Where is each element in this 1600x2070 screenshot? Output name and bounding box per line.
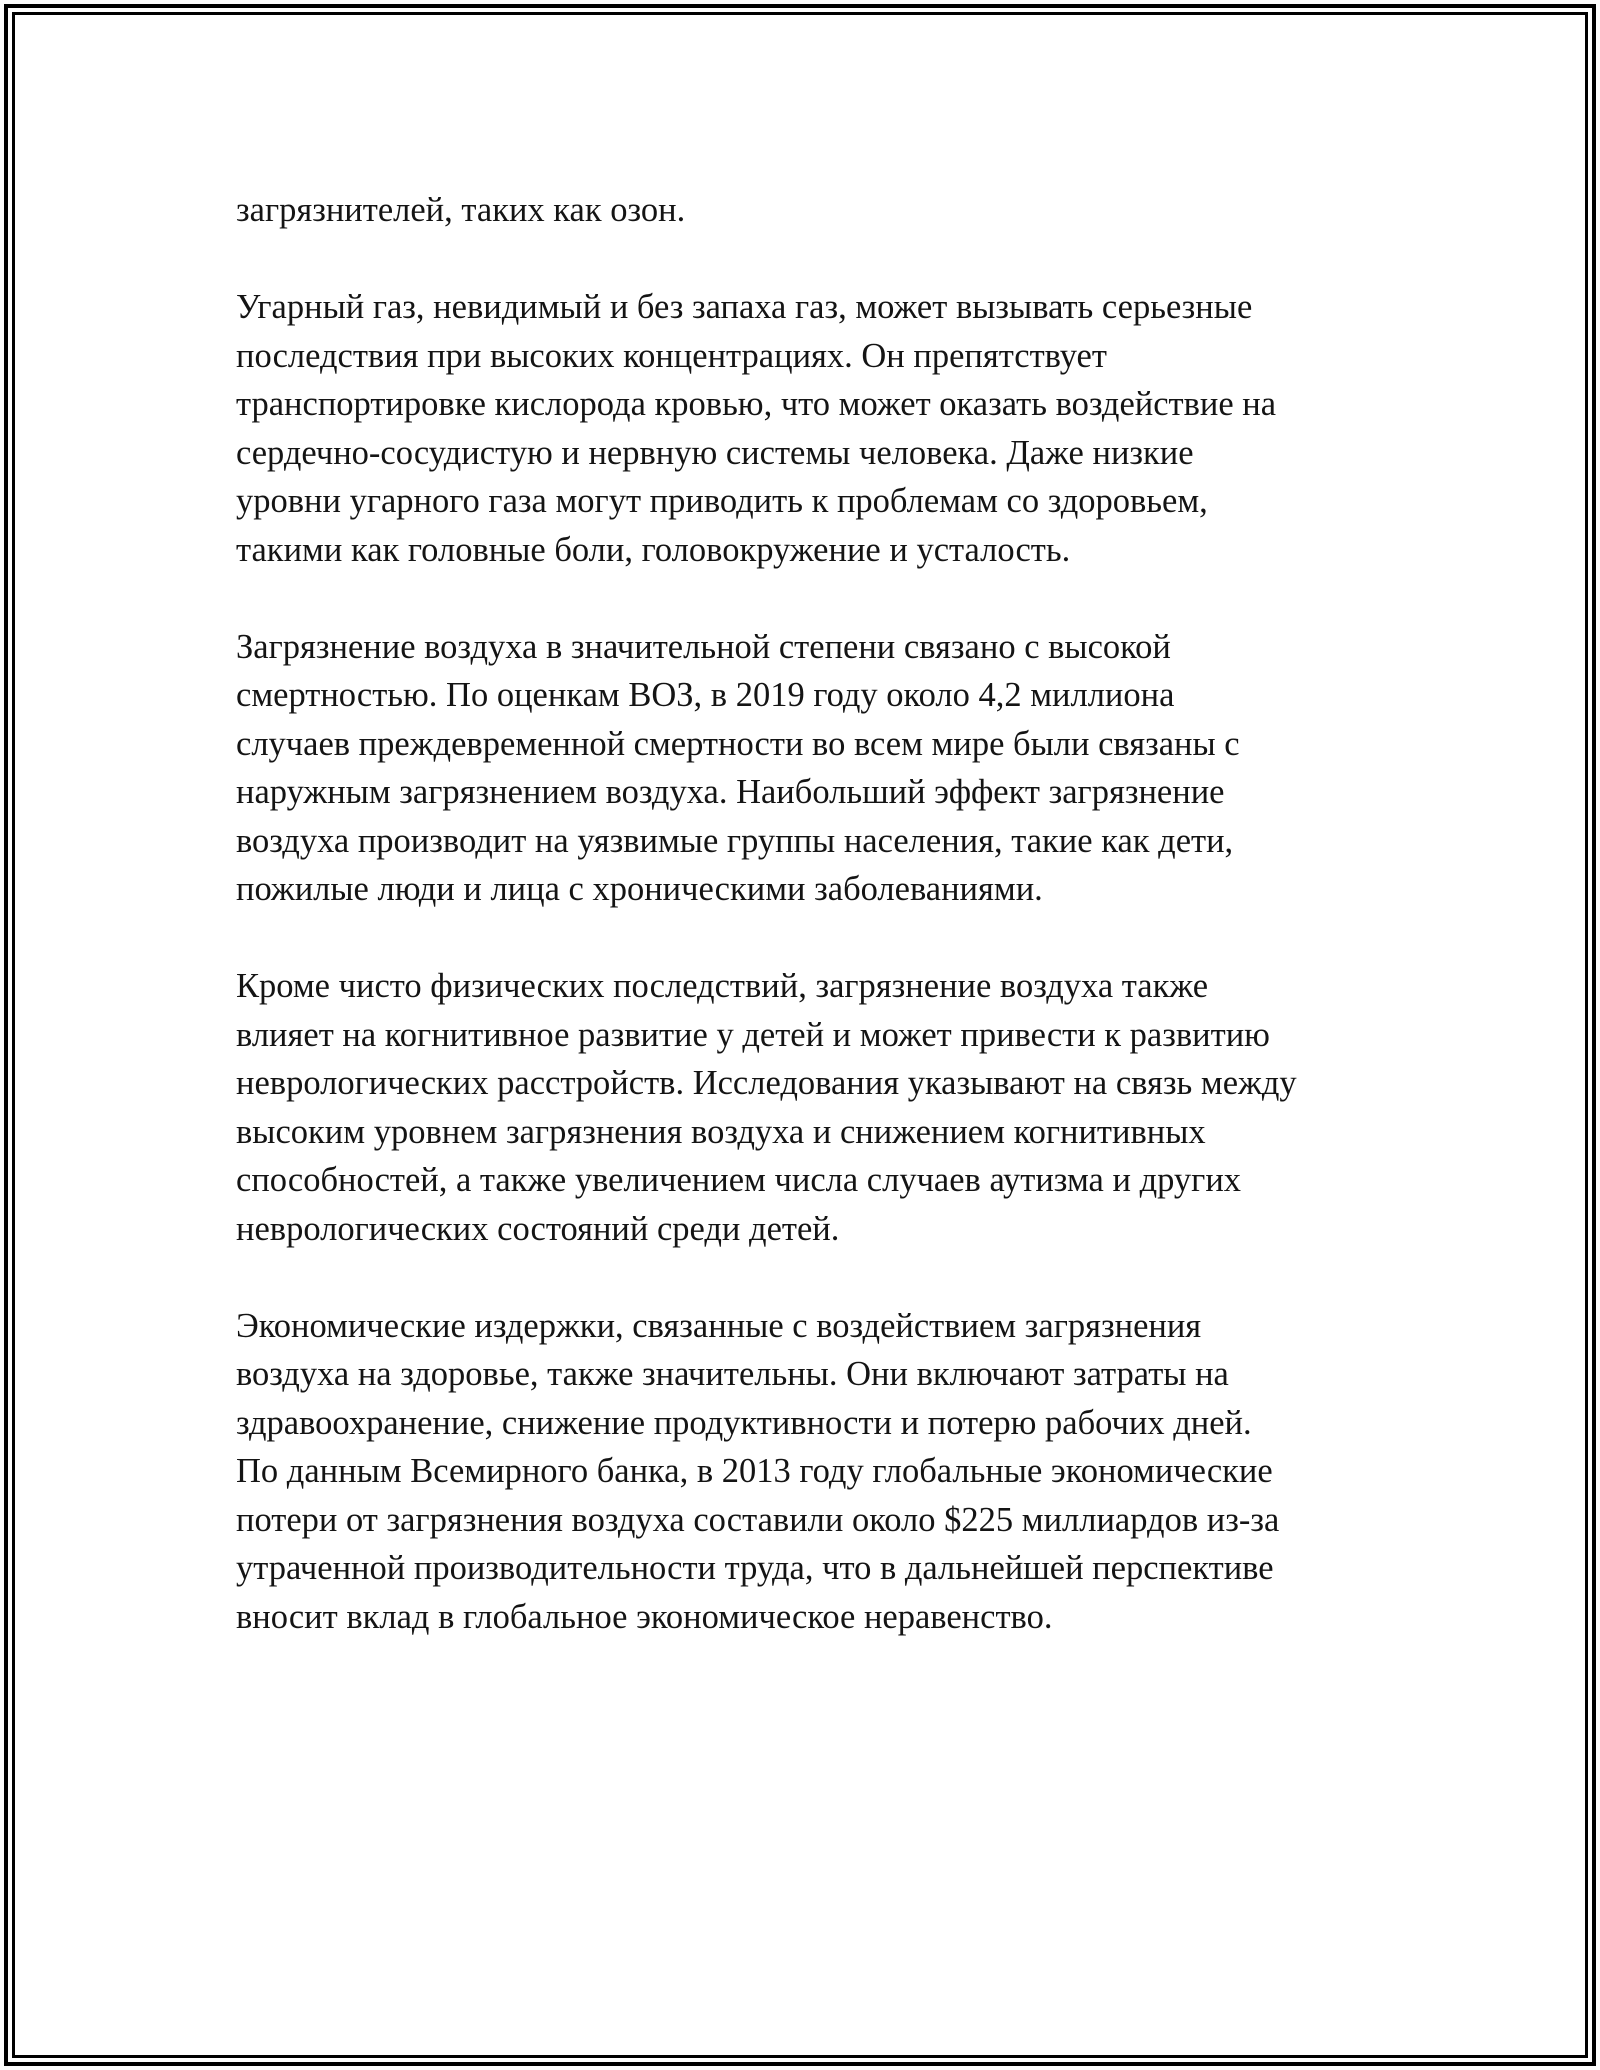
text-line: пожилые люди и лица с хроническими заболеваниями. bbox=[236, 870, 1043, 908]
text-line: последствия при высоких концентрациях. Он препятствует bbox=[236, 336, 1107, 375]
text-line: Экономические издержки, связанные с воздействием загрязнения bbox=[236, 1306, 1202, 1345]
text-line: загрязнителей, таких как озон. bbox=[236, 191, 686, 229]
text-line: высоким уровнем загрязнения воздуха и снижением когнитивных bbox=[236, 1112, 1206, 1151]
text-line: такими как головные боли, головокружение и усталость. bbox=[236, 530, 1071, 569]
text-line: По данным Всемирного банка, в 2013 году глобальные экономические bbox=[236, 1452, 1273, 1490]
text-line: Угарный газ, невидимый и без запаха газ, может вызывать серьезные bbox=[236, 288, 1253, 326]
paragraph-carbon-monoxide bbox=[236, 283, 1416, 574]
text-line: неврологических расстройств. Исследования указывают на связь между bbox=[236, 1064, 1297, 1102]
text-line: влияет на когнитивное развитие у детей и может привести к развитию bbox=[236, 1015, 1270, 1054]
text-line: способностей, а также увеличением числа случаев аутизма и других bbox=[236, 1161, 1242, 1199]
text-line: утраченной производительности труда, что в дальнейшей перспективе bbox=[236, 1549, 1274, 1587]
text-line: сердечно-сосудистую и нервную системы человека. Даже низкие bbox=[236, 433, 1194, 472]
text-line: случаев преждевременной смертности во всем мире были связаны с bbox=[236, 724, 1240, 763]
paragraph-economic-costs bbox=[236, 1302, 1416, 1642]
paragraph-cognitive-development bbox=[236, 962, 1416, 1253]
text-line: вносит вклад в глобальное экономическое неравенство. bbox=[236, 1597, 1053, 1636]
text-line: воздуха на здоровье, также значительны. Они включают затраты на bbox=[236, 1355, 1229, 1393]
text-line: потери от загрязнения воздуха составили около $225 миллиардов из-за bbox=[236, 1500, 1280, 1539]
text-line: транспортировке кислорода кровью, что может оказать воздействие на bbox=[236, 385, 1277, 423]
paragraph-ozone-fragment bbox=[236, 186, 1416, 235]
text-line: уровни угарного газа могут приводить к проблемам со здоровьем, bbox=[236, 482, 1208, 520]
text-line: Кроме чисто физических последствий, загрязнение воздуха также bbox=[236, 967, 1209, 1005]
paragraph-mortality bbox=[236, 623, 1416, 914]
text-line: смертностью. По оценкам ВОЗ, в 2019 году около 4,2 миллиона bbox=[236, 676, 1175, 714]
text-line: воздуха производит на уязвимые группы населения, такие как дети, bbox=[236, 821, 1234, 860]
text-line: наружным загрязнением воздуха. Наибольший эффект загрязнение bbox=[236, 773, 1225, 811]
text-line: неврологических состояний среди детей. bbox=[236, 1209, 840, 1248]
text-line: здравоохранение, снижение продуктивности и потерю рабочих дней. bbox=[236, 1403, 1252, 1442]
text-line: Загрязнение воздуха в значительной степени связано с высокой bbox=[236, 627, 1171, 666]
document-body bbox=[236, 186, 1416, 1690]
